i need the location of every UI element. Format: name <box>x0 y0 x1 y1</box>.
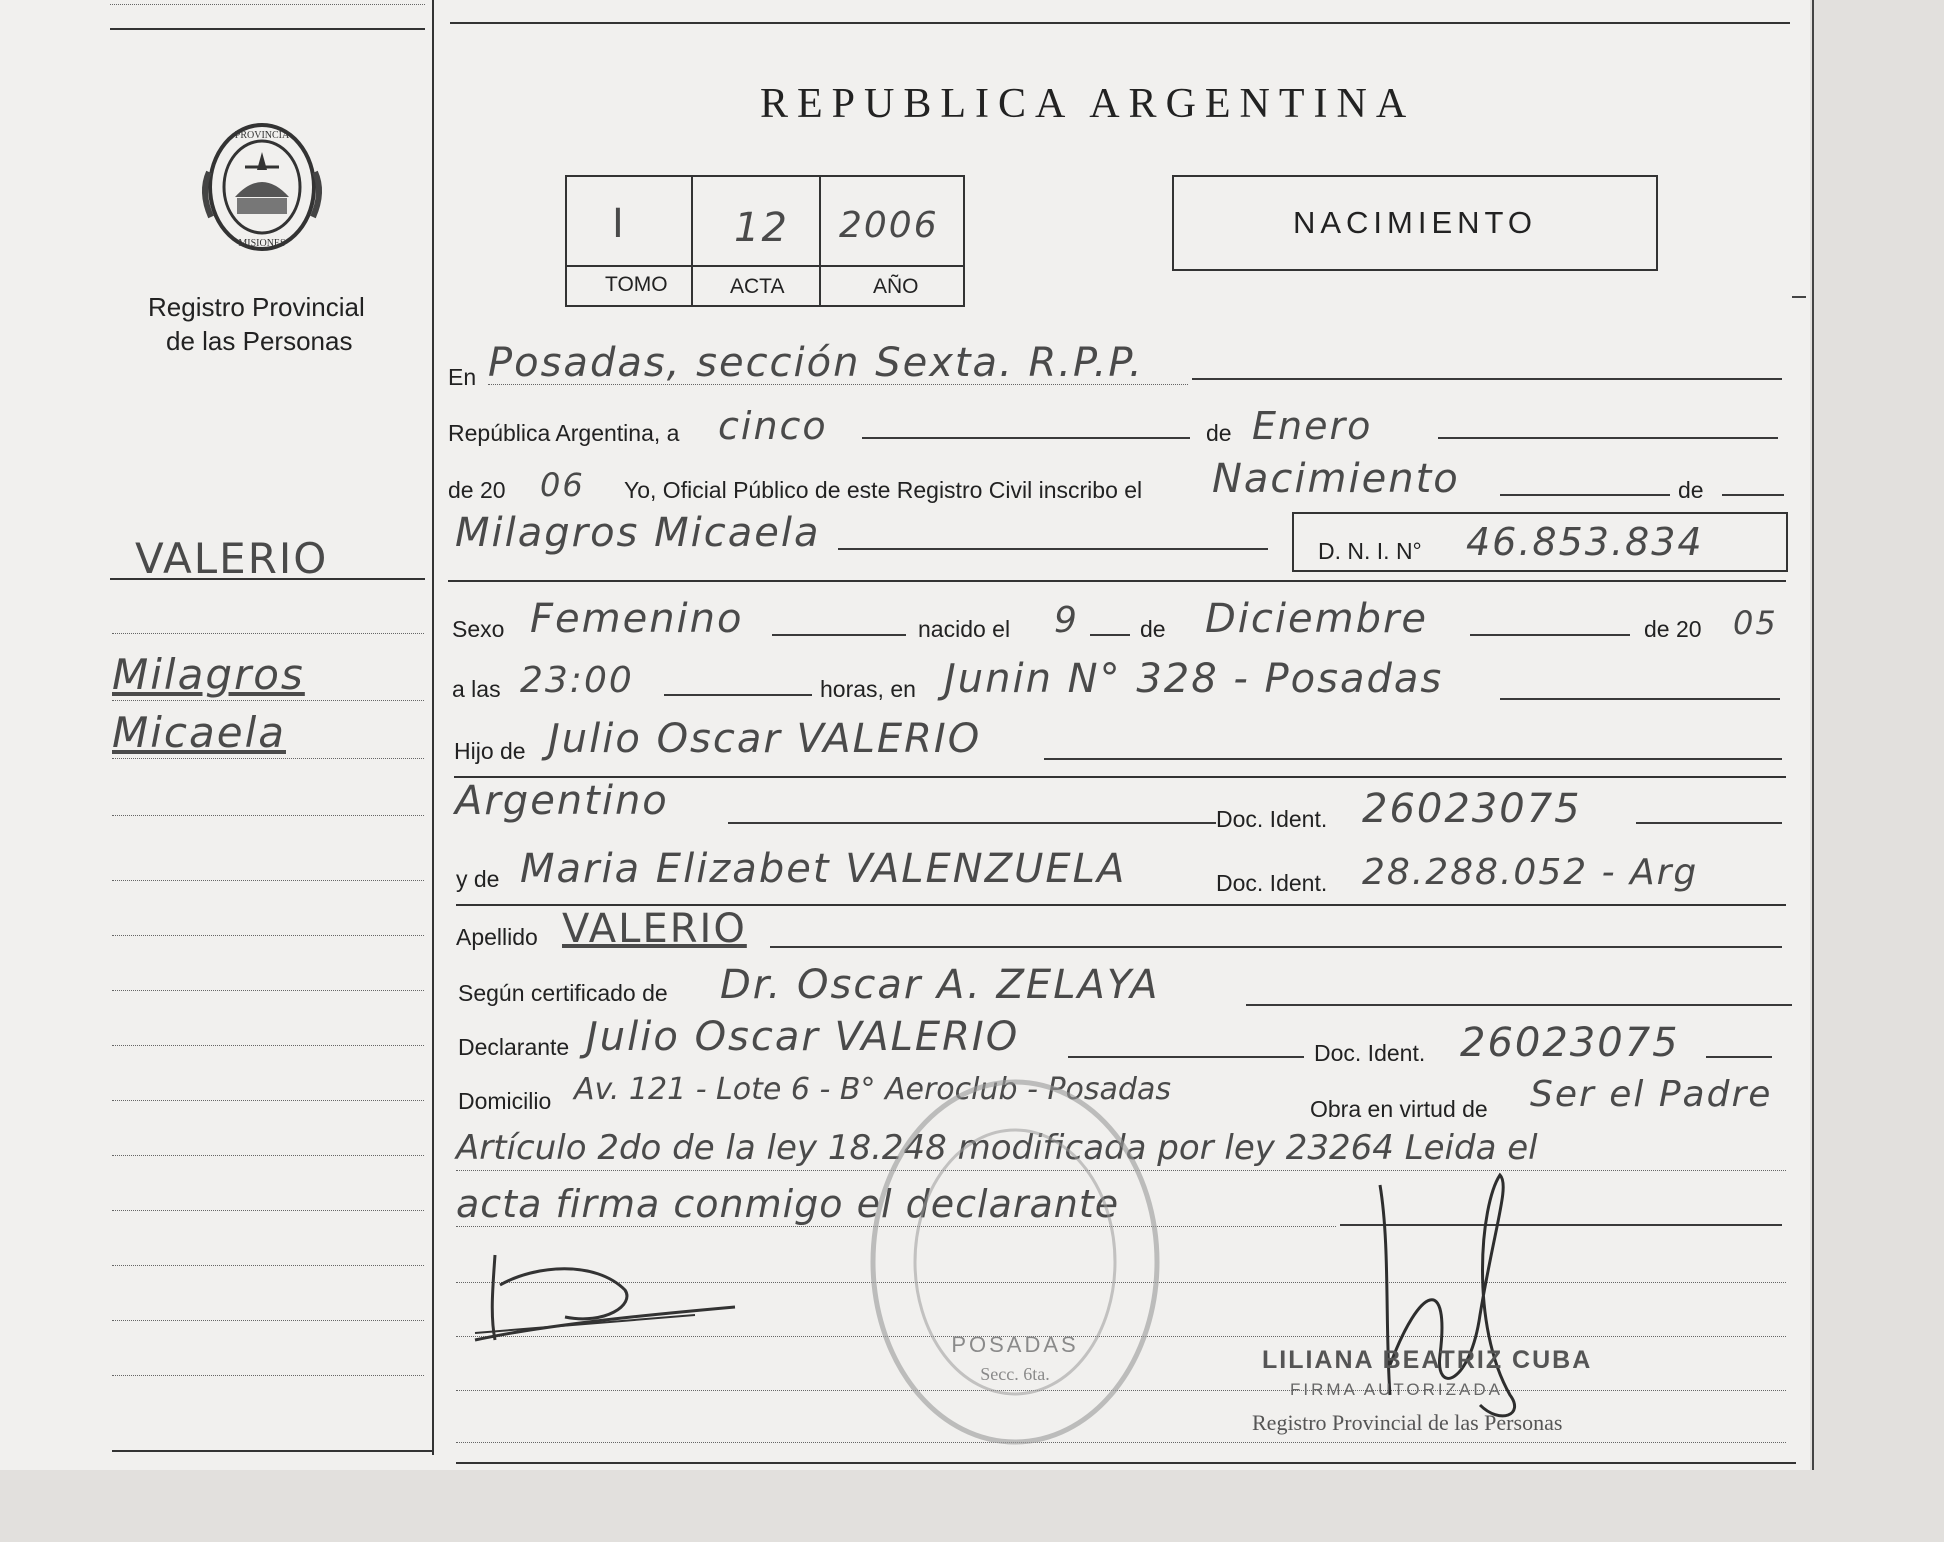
label-sexo: Sexo <box>452 616 505 642</box>
margin-dots <box>112 990 424 991</box>
field-dia-letras: cinco <box>718 404 828 448</box>
label-en: En <box>448 364 477 390</box>
label-de-nac: de <box>1140 616 1166 642</box>
label-de-acto: de <box>1678 477 1704 503</box>
field-doc-madre: 28.288.052 - Arg <box>1362 852 1699 893</box>
label-doc-madre: Doc. Ident. <box>1216 870 1328 896</box>
margin-dots <box>112 1320 424 1321</box>
registry-name-line1: Registro Provincial <box>148 292 365 322</box>
label-nacido: nacido el <box>918 616 1011 642</box>
field-line <box>1192 378 1782 380</box>
label-domicilio: Domicilio <box>458 1088 552 1114</box>
field-dia-nac: 9 <box>1054 600 1079 641</box>
label-doc-padre: Doc. Ident. <box>1216 806 1328 832</box>
field-line <box>728 822 1216 824</box>
acta-label: ACTA <box>730 275 785 298</box>
right-border <box>1812 0 1814 1470</box>
label-hijo: Hijo de <box>454 738 526 764</box>
official-registry: Registro Provincial de las Personas <box>1252 1410 1563 1435</box>
field-obs2: acta firma conmigo el declarante <box>456 1182 1120 1226</box>
book-table <box>565 175 965 307</box>
margin-surname: VALERIO <box>135 534 329 583</box>
section-rule-1 <box>448 580 1786 582</box>
field-hora: 23:00 <box>520 660 634 701</box>
margin-surname-rule <box>110 578 425 580</box>
margin-mark <box>1792 296 1806 298</box>
top-rule-left <box>110 28 425 30</box>
margin-dots <box>112 935 424 936</box>
tomo-value: I <box>612 201 626 247</box>
label-alas: a las <box>452 676 501 702</box>
field-apellido: VALERIO <box>562 906 747 952</box>
field-line <box>1068 1056 1304 1058</box>
official-name: LILIANA BEATRIZ CUBA <box>1262 1346 1593 1374</box>
label-de: de <box>1206 420 1232 446</box>
margin-dots <box>112 880 424 881</box>
anio-label: AÑO <box>873 275 919 298</box>
book-table-divider <box>567 265 963 267</box>
field-anio-nac: 05 <box>1733 604 1778 642</box>
seal-top-text: PROVINCIA <box>234 130 290 141</box>
bottom-rule <box>456 1462 1796 1464</box>
column-divider <box>432 0 434 1455</box>
margin-dots <box>112 700 424 701</box>
field-obs1: Artículo 2do de la ley 18.248 modificada por ley 23264 Leida el <box>456 1128 1538 1168</box>
seal-bottom-text: MISIONES <box>238 238 286 249</box>
field-doc-padre: 26023075 <box>1362 786 1582 832</box>
label-yde: y de <box>456 866 500 892</box>
margin-bottom-rule <box>112 1450 432 1452</box>
field-dots <box>488 384 1188 385</box>
stamp-section: Secc. 6ta. <box>980 1364 1050 1384</box>
field-dni: 46.853.834 <box>1466 520 1704 564</box>
field-lugar: Posadas, sección Sexta. R.P.P. <box>488 340 1144 386</box>
field-doc-declarante: 26023075 <box>1460 1020 1680 1066</box>
field-anio-inscripcion: 06 <box>540 466 585 504</box>
field-line <box>1044 758 1782 760</box>
field-declarante: Julio Oscar VALERIO <box>586 1014 1020 1060</box>
official-title: FIRMA AUTORIZADA <box>1290 1380 1503 1399</box>
dni-box <box>1292 512 1788 572</box>
label-declarante: Declarante <box>458 1034 570 1060</box>
label-de20: de 20 <box>448 477 506 503</box>
field-line <box>862 437 1190 439</box>
field-padre: Julio Oscar VALERIO <box>548 716 982 762</box>
margin-dots <box>112 1100 424 1101</box>
field-line <box>664 694 812 696</box>
label-apellido: Apellido <box>456 924 538 950</box>
field-nombre: Milagros Micaela <box>455 510 821 556</box>
margin-dots <box>112 1155 424 1156</box>
margin-name1: Milagros <box>112 650 305 699</box>
label-oficial: Yo, Oficial Público de este Registro Civil inscribo el <box>624 477 1143 503</box>
label-dni: D. N. I. N° <box>1318 538 1422 564</box>
declarant-signature-icon <box>455 1245 755 1355</box>
field-madre: Maria Elizabet VALENZUELA <box>520 846 1127 892</box>
label-doc-declarante: Doc. Ident. <box>1314 1040 1426 1066</box>
margin-dots <box>112 633 424 634</box>
field-acto: Nacimiento <box>1212 456 1460 502</box>
field-line <box>1500 494 1670 496</box>
top-dots <box>110 4 425 5</box>
field-obra: Ser el Padre <box>1530 1074 1773 1115</box>
label-republica: República Argentina, a <box>448 420 680 446</box>
field-line <box>1246 1004 1792 1006</box>
field-domicilio: Av. 121 - Lote 6 - B° Aeroclub - Posadas <box>574 1072 1171 1107</box>
field-line <box>1470 634 1630 636</box>
field-line <box>1090 634 1130 636</box>
country-title: REPUBLICA ARGENTINA <box>760 81 1416 127</box>
margin-dots <box>112 1375 424 1376</box>
field-line <box>1636 822 1782 824</box>
margin-dots <box>112 815 424 816</box>
book-table-divider <box>691 177 693 305</box>
top-rule-right <box>450 22 1790 24</box>
label-de20-nac: de 20 <box>1644 616 1702 642</box>
field-lugar-nac: Junin N° 328 - Posadas <box>944 656 1444 702</box>
field-mes-nac: Diciembre <box>1205 596 1429 642</box>
field-line <box>772 634 906 636</box>
field-nacionalidad-padre: Argentino <box>455 778 669 824</box>
field-mes: Enero <box>1252 404 1373 448</box>
margin-dots <box>112 758 424 759</box>
field-certificado: Dr. Oscar A. ZELAYA <box>720 962 1160 1008</box>
misiones-seal-icon <box>195 112 330 262</box>
registry-name-line2: de las Personas <box>166 326 353 356</box>
field-line <box>1438 437 1778 439</box>
stamp-city: POSADAS <box>951 1332 1079 1357</box>
margin-name2: Micaela <box>112 708 286 757</box>
record-type-label: NACIMIENTO <box>1292 205 1538 240</box>
field-sexo: Femenino <box>530 596 744 642</box>
label-obra: Obra en virtud de <box>1310 1096 1488 1122</box>
margin-dots <box>112 1210 424 1211</box>
field-line <box>1722 494 1784 496</box>
margin-dots <box>112 1265 424 1266</box>
book-table-divider <box>819 177 821 305</box>
label-segun: Según certificado de <box>458 980 668 1006</box>
tomo-label: TOMO <box>605 273 668 296</box>
anio-value: 2006 <box>839 205 939 246</box>
official-stamp-icon <box>860 1062 1170 1462</box>
field-line <box>838 548 1268 550</box>
record-type-box <box>1172 175 1658 271</box>
field-line <box>1500 698 1780 700</box>
margin-dots <box>112 1045 424 1046</box>
acta-value: 12 <box>734 205 789 251</box>
label-horas: horas, en <box>820 676 916 702</box>
field-line <box>1706 1056 1772 1058</box>
field-line <box>770 946 1782 948</box>
